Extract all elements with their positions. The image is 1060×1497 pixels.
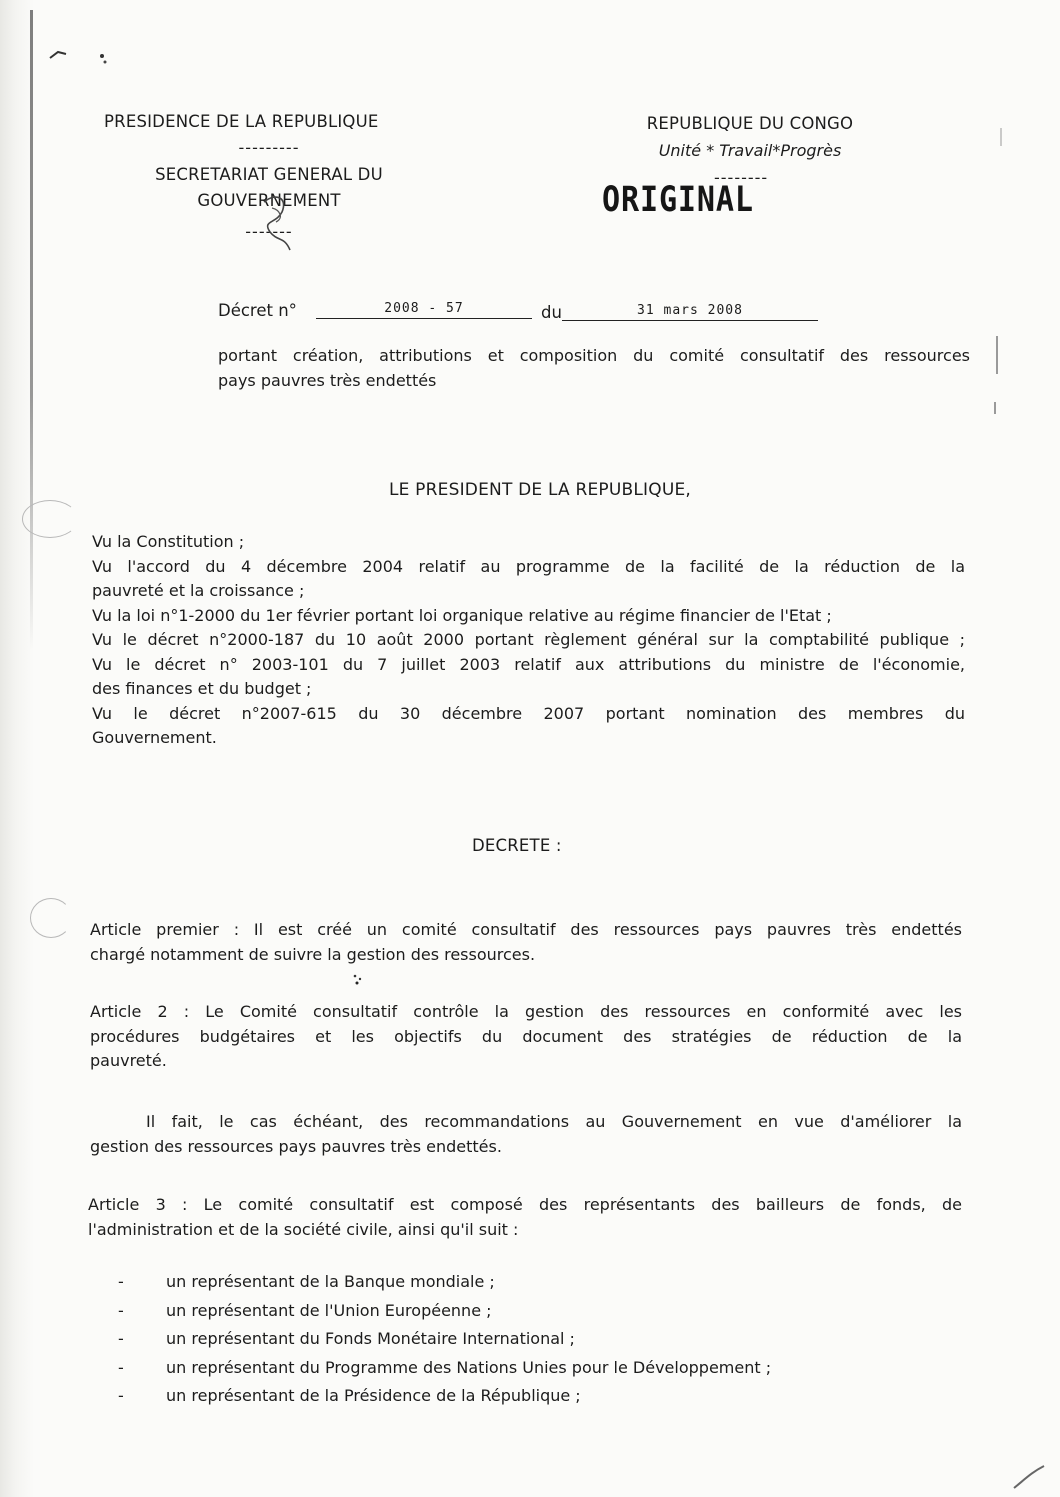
article-line: procédures budgétaires et les objectifs du document des stratégies de réduction de la [90, 1026, 962, 1046]
decrete-heading: DECRETE : [472, 836, 562, 855]
article-line: chargé notamment de suivre la gestion des ressources. [90, 944, 536, 964]
bullet-dash: - [118, 1300, 124, 1320]
member-text: un représentant de la Présidence de la République ; [166, 1386, 581, 1405]
header-dashes-right: -------- [714, 168, 769, 187]
member-text: un représentant de l'Union Européenne ; [166, 1300, 492, 1320]
margin-mark [994, 402, 996, 414]
punch-hole-mark [30, 898, 72, 938]
scan-speck-icon [350, 970, 370, 990]
article-3 [88, 1193, 962, 1242]
decree-date: 31 mars 2008 [562, 302, 818, 321]
consideration-line: Gouvernement. [92, 728, 217, 747]
consideration-line: Vu la Constitution ; [92, 532, 245, 551]
decree-du: du [541, 303, 562, 322]
initials-mark-icon [254, 188, 304, 258]
header-secretariat: SECRETARIAT GENERAL DU [155, 165, 383, 184]
list-item [118, 1268, 878, 1297]
article-line: Article 2 : Le Comité consultatif contrôle la gestion des ressources en conformité avec les [90, 1002, 962, 1021]
margin-mark [996, 336, 998, 374]
original-stamp: ORIGINAL [602, 180, 754, 220]
bullet-dash: - [118, 1357, 124, 1377]
header-gouvernement: GOUVERNEMENT [197, 191, 341, 210]
header-dashes-1: --------- [238, 138, 300, 157]
decree-label: Décret n° [218, 301, 297, 320]
consideration-line: Vu l'accord du 4 décembre 2004 relatif au programme de la facilité de la réduction de la [92, 556, 965, 576]
header-presidence: PRESIDENCE DE LA REPUBLIQUE [104, 112, 379, 131]
member-text: un représentant du Fonds Monétaire International ; [166, 1329, 575, 1348]
decree-subject [218, 344, 970, 393]
member-text: un représentant du Programme des Nations Unies pour le Développement ; [166, 1357, 772, 1377]
consideration-line: Vu le décret n°2007-615 du 30 décembre 2007 portant nomination des membres du [92, 703, 965, 723]
list-item [118, 1325, 878, 1354]
subject-line: pays pauvres très endettés [218, 370, 437, 390]
scan-binding-line [30, 10, 33, 650]
list-item [118, 1354, 878, 1383]
article-line: gestion des ressources pays pauvres très endettés. [90, 1136, 502, 1156]
consideration-line: Vu le décret n°2000-187 du 10 août 2000 portant règlement général sur la comptabilité publique ; [92, 630, 965, 649]
header-republique: REPUBLIQUE DU CONGO [646, 114, 854, 133]
member-text: un représentant de la Banque mondiale ; [166, 1272, 495, 1291]
bullet-dash: - [118, 1329, 124, 1348]
article-line: pauvreté. [90, 1051, 167, 1070]
article-line: Article premier : Il est créé un comité consultatif des ressources pays pauvres très endettés [90, 920, 962, 939]
article-line: Il fait, le cas échéant, des recommandations au Gouvernement en vue d'améliorer la [146, 1112, 962, 1131]
consideration-line: Vu la loi n°1-2000 du 1er février portant loi organique relative au régime financier de l'Etat ; [92, 605, 832, 625]
scan-corner-mark-icon [1010, 1462, 1050, 1492]
punch-hole-mark [22, 500, 78, 538]
list-item [118, 1382, 878, 1411]
consideration-line: pauvreté et la croissance ; [92, 581, 305, 600]
members-list [118, 1268, 878, 1411]
article-line: l'administration et de la société civile, ainsi qu'il suit : [88, 1219, 519, 1239]
margin-mark [1000, 128, 1002, 146]
considerations-block [92, 530, 965, 751]
list-item [118, 1297, 878, 1326]
header-motto: Unité * Travail*Progrès [658, 141, 842, 160]
article-2 [90, 1000, 962, 1074]
bullet-dash: - [118, 1272, 124, 1291]
consideration-line: des finances et du budget ; [92, 679, 312, 698]
consideration-line: Vu le décret n° 2003-101 du 7 juillet 2003 relatif aux attributions du ministre de l'économie, [92, 654, 965, 674]
decree-number: 2008 - 57 [316, 300, 532, 319]
subject-line: portant création, attributions et composition du comité consultatif des ressources [218, 346, 970, 365]
scan-specks-icon [44, 40, 114, 70]
article-2-paragraph [90, 1110, 962, 1159]
president-title: LE PRESIDENT DE LA REPUBLIQUE, [388, 480, 692, 500]
article-1 [90, 918, 962, 967]
scan-edge [0, 0, 34, 1497]
bullet-dash: - [118, 1386, 124, 1405]
header-dashes-2: ------- [245, 222, 293, 241]
article-line: Article 3 : Le comité consultatif est composé des représentants des bailleurs de fonds, de [88, 1195, 962, 1214]
